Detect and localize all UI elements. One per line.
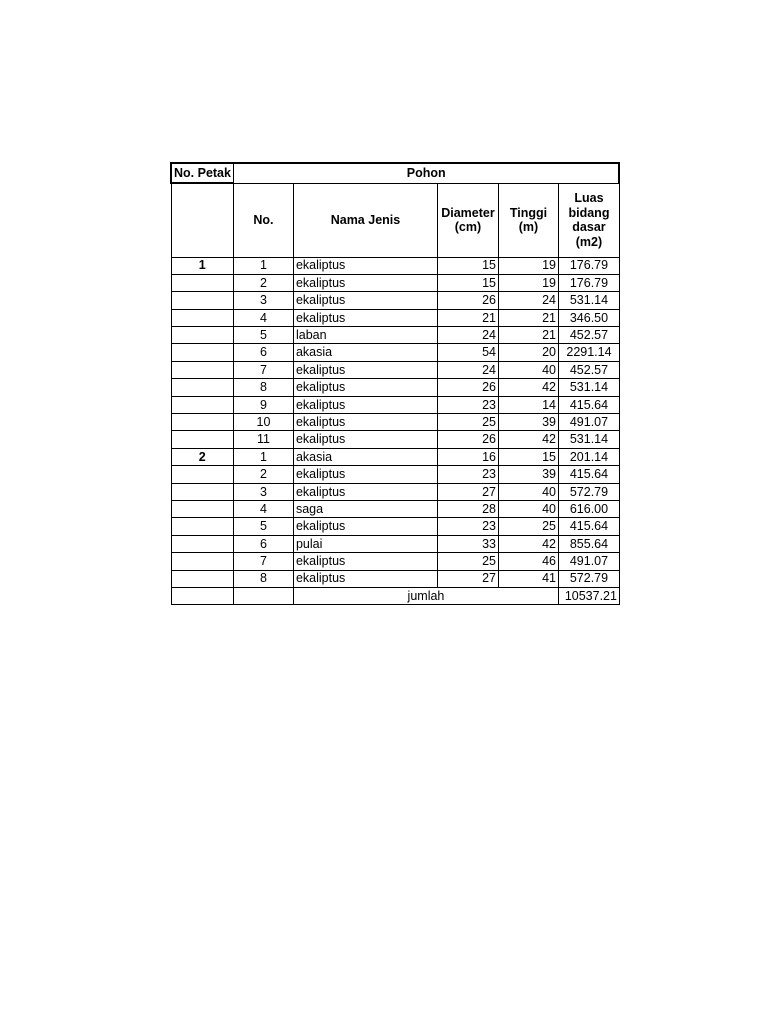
cell-luas[interactable]: 176.79 — [558, 257, 619, 274]
cell-petak[interactable] — [171, 466, 233, 483]
tree-data-table — [170, 162, 620, 605]
cell-luas[interactable]: 346.50 — [558, 309, 619, 326]
cell-petak[interactable] — [171, 518, 233, 535]
table-row — [171, 518, 619, 535]
header-row-top — [171, 163, 619, 183]
cell-no[interactable]: 2 — [233, 466, 293, 483]
cell-diameter[interactable]: 28 — [437, 500, 498, 517]
cell-petak[interactable] — [171, 309, 233, 326]
cell-petak[interactable] — [171, 396, 233, 413]
cell-nama-jenis[interactable]: ekaliptus — [293, 257, 437, 274]
cell-petak[interactable] — [171, 361, 233, 378]
cell-tinggi[interactable]: 39 — [498, 466, 558, 483]
table-row — [171, 292, 619, 309]
table-row — [171, 379, 619, 396]
cell-diameter[interactable]: 25 — [437, 414, 498, 431]
cell-nama-jenis[interactable]: ekaliptus — [293, 431, 437, 448]
table-row — [171, 500, 619, 517]
cell-nama-jenis[interactable]: ekaliptus — [293, 309, 437, 326]
cell-petak[interactable] — [171, 500, 233, 517]
table-row — [171, 466, 619, 483]
cell-tinggi[interactable]: 21 — [498, 327, 558, 344]
table-row — [171, 535, 619, 552]
cell-petak[interactable] — [171, 344, 233, 361]
cell-petak[interactable] — [171, 292, 233, 309]
table-row — [171, 309, 619, 326]
cell-tinggi[interactable]: 24 — [498, 292, 558, 309]
cell-luas[interactable]: 415.64 — [558, 396, 619, 413]
cell-nama-jenis[interactable]: ekaliptus — [293, 361, 437, 378]
cell-luas[interactable]: 531.14 — [558, 431, 619, 448]
table-row — [171, 257, 619, 274]
cell-no[interactable]: 4 — [233, 500, 293, 517]
header-row-sub — [171, 183, 619, 257]
cell-nama-jenis[interactable]: saga — [293, 500, 437, 517]
cell-diameter[interactable]: 26 — [437, 379, 498, 396]
cell-no[interactable]: 4 — [233, 309, 293, 326]
cell-tinggi[interactable]: 46 — [498, 553, 558, 570]
cell-petak[interactable] — [171, 431, 233, 448]
cell-diameter[interactable]: 24 — [437, 327, 498, 344]
cell-nama-jenis[interactable]: laban — [293, 327, 437, 344]
table-row — [171, 327, 619, 344]
header-petak-empty[interactable] — [171, 183, 233, 257]
cell-luas[interactable]: 452.57 — [558, 361, 619, 378]
cell-luas[interactable]: 415.64 — [558, 518, 619, 535]
cell-diameter[interactable]: 25 — [437, 553, 498, 570]
cell-tinggi[interactable]: 14 — [498, 396, 558, 413]
cell-no[interactable]: 5 — [233, 518, 293, 535]
cell-no[interactable]: 1 — [233, 257, 293, 274]
cell-no-empty[interactable] — [233, 587, 293, 604]
cell-luas[interactable]: 531.14 — [558, 292, 619, 309]
cell-petak[interactable] — [171, 414, 233, 431]
cell-tinggi[interactable]: 42 — [498, 535, 558, 552]
cell-nama-jenis[interactable]: ekaliptus — [293, 553, 437, 570]
cell-tinggi[interactable]: 20 — [498, 344, 558, 361]
cell-tinggi[interactable]: 19 — [498, 257, 558, 274]
cell-tinggi[interactable]: 40 — [498, 483, 558, 500]
cell-nama-jenis[interactable]: ekaliptus — [293, 274, 437, 291]
cell-petak[interactable]: 2 — [171, 448, 233, 465]
cell-nama-jenis[interactable]: ekaliptus — [293, 483, 437, 500]
total-row — [171, 587, 619, 604]
table-row — [171, 274, 619, 291]
cell-diameter[interactable]: 16 — [437, 448, 498, 465]
cell-tinggi[interactable]: 42 — [498, 431, 558, 448]
cell-diameter[interactable]: 24 — [437, 361, 498, 378]
cell-diameter[interactable]: 26 — [437, 292, 498, 309]
header-pohon[interactable]: Pohon — [233, 163, 619, 183]
table-row — [171, 361, 619, 378]
cell-luas[interactable]: 2291.14 — [558, 344, 619, 361]
cell-petak[interactable]: 1 — [171, 257, 233, 274]
cell-luas[interactable]: 491.07 — [558, 553, 619, 570]
cell-nama-jenis[interactable]: ekaliptus — [293, 396, 437, 413]
cell-no[interactable]: 10 — [233, 414, 293, 431]
table-row — [171, 553, 619, 570]
cell-tinggi[interactable]: 42 — [498, 379, 558, 396]
cell-nama-jenis[interactable]: ekaliptus — [293, 292, 437, 309]
header-nama-jenis[interactable]: Nama Jenis — [293, 183, 437, 257]
cell-luas[interactable]: 572.79 — [558, 570, 619, 587]
cell-nama-jenis[interactable]: akasia — [293, 344, 437, 361]
cell-luas[interactable]: 176.79 — [558, 274, 619, 291]
cell-luas[interactable]: 531.14 — [558, 379, 619, 396]
cell-diameter[interactable]: 15 — [437, 274, 498, 291]
cell-no[interactable]: 8 — [233, 570, 293, 587]
cell-no[interactable]: 3 — [233, 292, 293, 309]
cell-diameter[interactable]: 33 — [437, 535, 498, 552]
cell-diameter[interactable]: 23 — [437, 396, 498, 413]
cell-diameter[interactable]: 15 — [437, 257, 498, 274]
cell-diameter[interactable]: 21 — [437, 309, 498, 326]
cell-nama-jenis[interactable]: akasia — [293, 448, 437, 465]
table-row — [171, 414, 619, 431]
cell-no[interactable]: 9 — [233, 396, 293, 413]
cell-luas[interactable]: 201.14 — [558, 448, 619, 465]
cell-nama-jenis[interactable]: ekaliptus — [293, 570, 437, 587]
cell-tinggi[interactable]: 39 — [498, 414, 558, 431]
cell-no[interactable]: 2 — [233, 274, 293, 291]
cell-nama-jenis[interactable]: ekaliptus — [293, 466, 437, 483]
cell-tinggi[interactable]: 15 — [498, 448, 558, 465]
table-row — [171, 431, 619, 448]
cell-petak[interactable] — [171, 274, 233, 291]
cell-petak[interactable] — [171, 379, 233, 396]
cell-no[interactable]: 8 — [233, 379, 293, 396]
cell-luas[interactable]: 491.07 — [558, 414, 619, 431]
cell-no[interactable]: 3 — [233, 483, 293, 500]
cell-tinggi[interactable]: 40 — [498, 361, 558, 378]
cell-petak-empty[interactable] — [171, 587, 233, 604]
cell-luas[interactable]: 855.64 — [558, 535, 619, 552]
table-row — [171, 448, 619, 465]
cell-diameter[interactable]: 23 — [437, 518, 498, 535]
cell-no[interactable]: 6 — [233, 344, 293, 361]
cell-diameter[interactable]: 27 — [437, 570, 498, 587]
cell-nama-jenis[interactable]: ekaliptus — [293, 379, 437, 396]
cell-nama-jenis[interactable]: pulai — [293, 535, 437, 552]
cell-diameter[interactable]: 23 — [437, 466, 498, 483]
cell-tinggi[interactable]: 40 — [498, 500, 558, 517]
cell-petak[interactable] — [171, 535, 233, 552]
cell-no[interactable]: 11 — [233, 431, 293, 448]
table-row — [171, 483, 619, 500]
table-row — [171, 344, 619, 361]
cell-petak[interactable] — [171, 553, 233, 570]
cell-diameter[interactable]: 27 — [437, 483, 498, 500]
header-no-petak[interactable]: No. Petak — [171, 163, 233, 183]
total-value[interactable]: 10537.21 — [558, 587, 619, 604]
header-no[interactable]: No. — [233, 183, 293, 257]
cell-tinggi[interactable]: 25 — [498, 518, 558, 535]
header-diameter[interactable]: Diameter (cm) — [437, 183, 498, 257]
header-luas[interactable]: Luas bidang dasar (m2) — [558, 183, 619, 257]
cell-tinggi[interactable]: 19 — [498, 274, 558, 291]
cell-nama-jenis[interactable]: ekaliptus — [293, 518, 437, 535]
cell-petak[interactable] — [171, 327, 233, 344]
cell-luas[interactable]: 572.79 — [558, 483, 619, 500]
cell-no[interactable]: 1 — [233, 448, 293, 465]
cell-nama-jenis[interactable]: ekaliptus — [293, 414, 437, 431]
header-tinggi[interactable]: Tinggi (m) — [498, 183, 558, 257]
cell-petak[interactable] — [171, 570, 233, 587]
cell-tinggi[interactable]: 21 — [498, 309, 558, 326]
cell-no[interactable]: 7 — [233, 361, 293, 378]
cell-diameter[interactable]: 26 — [437, 431, 498, 448]
cell-tinggi[interactable]: 41 — [498, 570, 558, 587]
cell-no[interactable]: 5 — [233, 327, 293, 344]
cell-no[interactable]: 7 — [233, 553, 293, 570]
total-label[interactable]: jumlah — [293, 587, 558, 604]
table-row — [171, 396, 619, 413]
cell-luas[interactable]: 616.00 — [558, 500, 619, 517]
table-row — [171, 570, 619, 587]
cell-luas[interactable]: 452.57 — [558, 327, 619, 344]
cell-petak[interactable] — [171, 483, 233, 500]
cell-luas[interactable]: 415.64 — [558, 466, 619, 483]
cell-no[interactable]: 6 — [233, 535, 293, 552]
cell-diameter[interactable]: 54 — [437, 344, 498, 361]
